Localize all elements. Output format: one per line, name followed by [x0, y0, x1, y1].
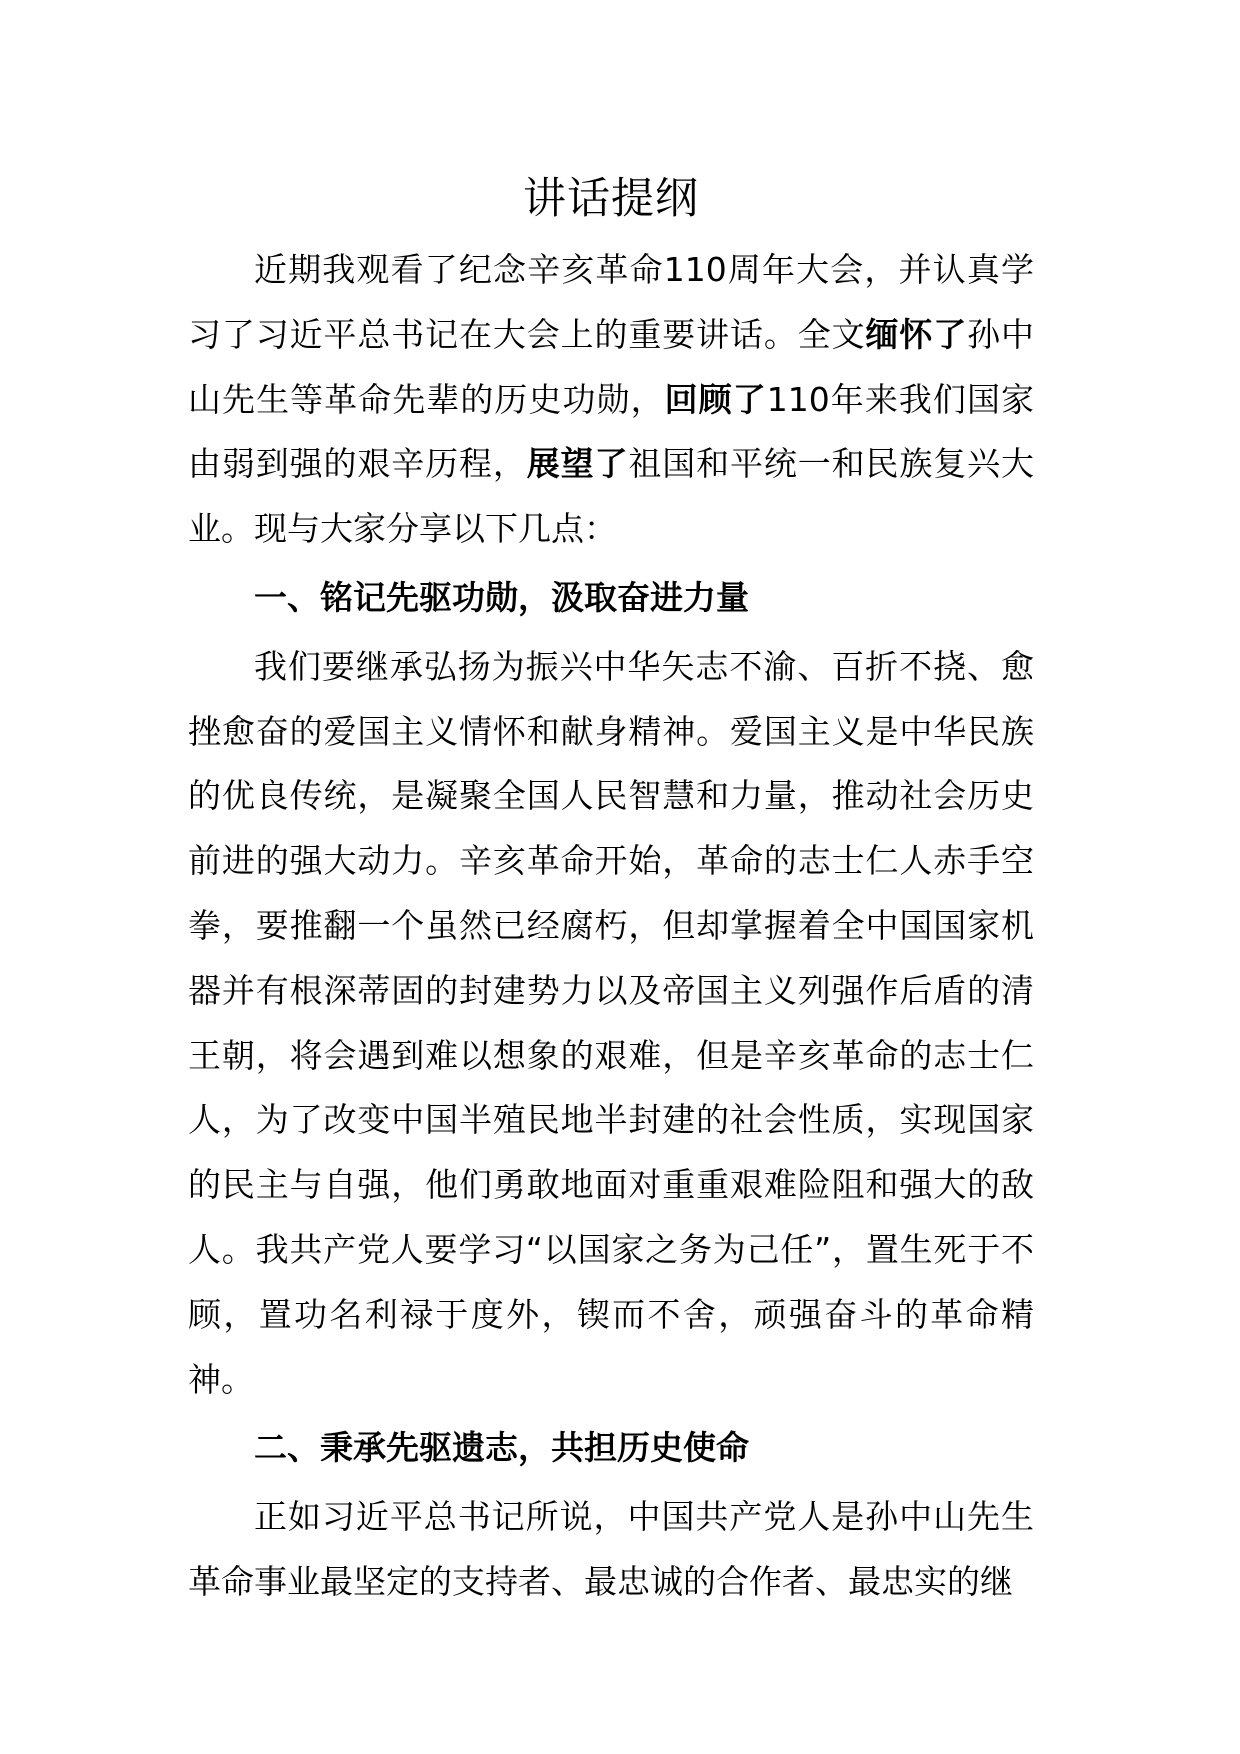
section-body-1: 我们要继承弘扬为振兴中华矢志不渝、百折不挠、愈挫愈奋的爱国主义情怀和献身精神。爱国主义是中华民族的优良传统，是凝聚全国人民智慧和力量，推动社会历史前进的强大动力。辛亥革命开始，革命的志士仁人赤手空拳，要推翻一个虽然已经腐朽，但却掌握着全中国国家机器并有根深蒂固的封建势力以及帝国主义列强作后盾的清王朝，将会遇到难以想象的艰难，但是辛亥革命的志士仁人，为了改变中国半殖民地半封建的社会性质，实现国家的民主与自强，他们勇敢地面对重重艰难险阻和强大的敌人。我共产党人要学习“以国家之务为己任”，置生死于不顾，置功名利禄于度外，锲而不舍，顽强奋斗的革命精神。	[188, 646, 1034, 1399]
intro-emphasis-1: 缅怀了	[865, 314, 968, 354]
intro-text-1: 近期我观看了纪念辛亥革命110周年大会，并认真学习了习近平总书记在大会上的重要讲话。全文	[188, 250, 1034, 354]
intro-text-2: 孙中山先生等革命先辈的历史功勋，	[188, 314, 1034, 419]
intro-text-3: 110年来我们国家由弱到强的艰辛历程，	[188, 379, 1034, 484]
intro-text-4: 祖国和平统一和民族复兴大业。现与大家分享以下几点：	[188, 444, 1034, 549]
intro-paragraph	[188, 238, 1034, 562]
document-title: 讲话提纲	[523, 174, 699, 224]
section-heading-1: 一、铭记先驱功勋，汲取奋进力量	[254, 577, 749, 617]
document-content	[188, 168, 1034, 1615]
intro-emphasis-3: 展望了	[526, 444, 629, 484]
section-body-2: 正如习近平总书记所说，中国共产党人是孙中山先生革命事业最坚定的支持者、最忠诚的合作者、最忠实的继	[188, 1497, 1034, 1601]
section-heading-2: 二、秉承先驱遗志，共担历史使命	[254, 1428, 749, 1468]
intro-emphasis-2: 回顾了	[664, 379, 767, 419]
